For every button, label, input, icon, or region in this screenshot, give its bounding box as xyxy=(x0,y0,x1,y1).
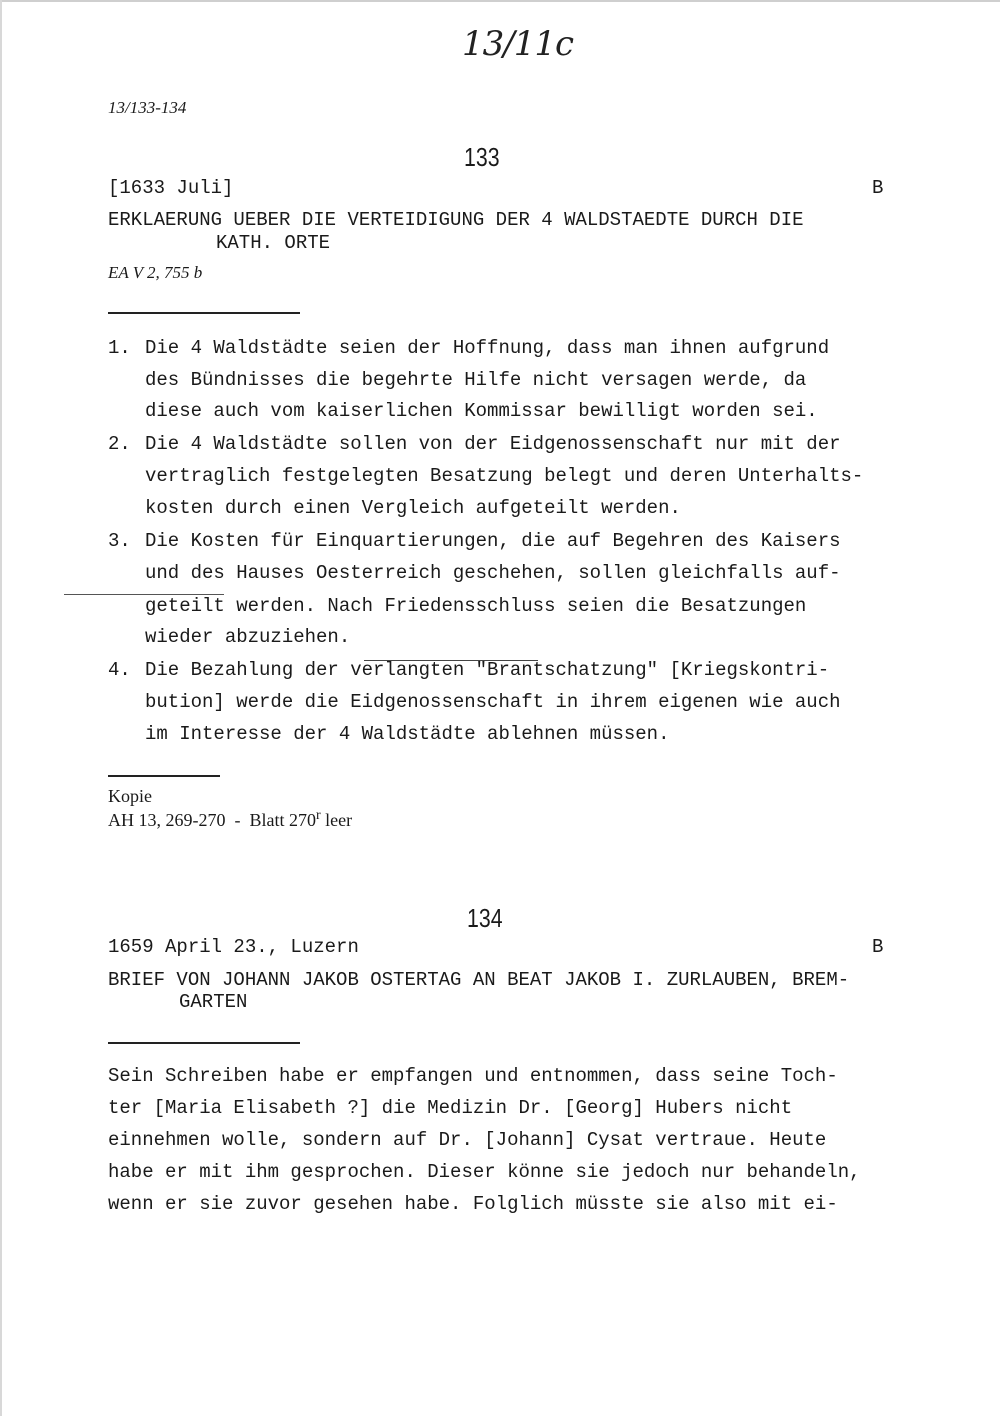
document-title-line-2: GARTEN xyxy=(179,991,248,1013)
item-line: kosten durch einen Vergleich aufgeteilt werden. xyxy=(145,497,681,519)
divider-rule xyxy=(108,312,300,314)
document-date-134: 1659 April 23., Luzern xyxy=(108,936,359,958)
scan-edge-left xyxy=(0,0,2,1416)
body-line: Sein Schreiben habe er empfangen und entnommen, dass seine Toch- xyxy=(108,1065,838,1087)
item-number: 4. xyxy=(108,659,131,681)
item-line: Die 4 Waldstädte seien der Hoffnung, dass man ihnen aufgrund xyxy=(145,337,830,359)
document-number-133: 133 xyxy=(464,142,500,172)
copy-reference-text: AH 13, 269-270 - Blatt 270 xyxy=(108,810,316,830)
item-line: des Bündnisses die begehrte Hilfe nicht versagen werde, da xyxy=(145,369,807,391)
item-number: 3. xyxy=(108,530,131,552)
item-line: Die 4 Waldstädte sollen von der Eidgenossenschaft nur mit der xyxy=(145,433,841,455)
document-source: EA V 2, 755 b xyxy=(108,263,203,282)
item-line: bution] werde die Eidgenossenschaft in ihrem eigenen wie auch xyxy=(145,691,841,713)
divider-rule xyxy=(108,1042,300,1044)
body-line: wenn er sie zuvor gesehen habe. Folglich müsste sie also mit ei- xyxy=(108,1193,838,1215)
item-line: vertraglich festgelegten Besatzung belegt und deren Unterhalts- xyxy=(145,465,864,487)
item-line: Die Bezahlung der verlangten "Brantschatzung" [Kriegskontri- xyxy=(145,659,830,681)
document-number-134: 134 xyxy=(467,903,503,933)
item-line: und des Hauses Oesterreich geschehen, sollen gleichfalls auf- xyxy=(145,562,841,584)
item-line: diese auch vom kaiserlichen Kommissar bewilligt worden sei. xyxy=(145,400,818,422)
document-title-line-1: BRIEF VON JOHANN JAKOB OSTERTAG AN BEAT JAKOB I. ZURLAUBEN, BREM- xyxy=(108,969,850,991)
handwritten-archive-mark: 13/11c xyxy=(462,24,574,64)
document-title-line-1: ERKLAERUNG UEBER DIE VERTEIDIGUNG DER 4 WALDSTAEDTE DURCH DIE xyxy=(108,209,804,231)
copy-label: Kopie xyxy=(108,786,152,806)
item-number: 2. xyxy=(108,433,131,455)
document-title-line-2: KATH. ORTE xyxy=(216,232,331,254)
body-line: ter [Maria Elisabeth ?] die Medizin Dr. [Georg] Hubers nicht xyxy=(108,1097,793,1119)
document-category-133: B xyxy=(872,177,884,199)
body-line: habe er mit ihm gesprochen. Dieser könne sie jedoch nur behandeln, xyxy=(108,1161,861,1183)
item-number: 1. xyxy=(108,337,131,359)
document-date-133: [1633 Juli] xyxy=(108,177,234,199)
page-reference: 13/133-134 xyxy=(108,98,187,117)
divider-rule xyxy=(108,775,220,777)
item-line: Die Kosten für Einquartierungen, die auf Begehren des Kaisers xyxy=(145,530,841,552)
item-line: wieder abzuziehen. xyxy=(145,626,351,648)
copy-reference-superscript: r xyxy=(315,808,321,823)
body-line: einnehmen wolle, sondern auf Dr. [Johann] Cysat vertraue. Heute xyxy=(108,1129,827,1151)
item-line: geteilt werden. Nach Friedensschluss seien die Besatzungen xyxy=(145,595,807,617)
scan-edge-top xyxy=(0,0,1000,2)
copy-reference xyxy=(108,808,352,831)
copy-reference-tail: leer xyxy=(320,810,353,830)
item-line: im Interesse der 4 Waldstädte ablehnen müssen. xyxy=(145,723,670,745)
document-category-134: B xyxy=(872,936,884,958)
